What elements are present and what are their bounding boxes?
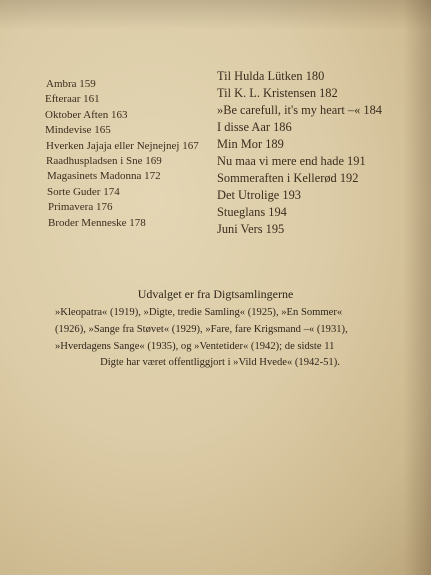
selection-paragraph [55,305,385,372]
toc-entry: Ambra 159 [46,78,96,90]
toc-entry: Stueglans 194 [217,205,287,219]
toc-entry: Primavera 176 [48,201,113,214]
page-shadow-top [0,0,431,30]
toc-entry: Juni Vers 195 [217,222,285,236]
toc-entry: Mindevise 165 [45,124,111,137]
toc-entry: Sorte Guder 174 [47,185,120,198]
toc-entry: Magasinets Madonna 172 [47,170,161,183]
selection-line: »Hverdagens Sange« (1935), og »Ventetider« (1942); de sidste 11 [55,340,335,352]
selection-line: (1926), »Sange fra Støvet« (1929), »Fare, fare Krigsmand –« (1931), [55,323,348,335]
toc-right-column [217,68,417,238]
toc-entry: Til Hulda Lütken 180 [217,69,325,83]
selection-heading: Udvalget er fra Digtsamlingerne [137,287,294,301]
toc-entry: Min Mor 189 [217,137,284,151]
toc-entry: Broder Menneske 178 [48,216,146,229]
toc-entry: Sommeraften i Kellerød 192 [217,171,359,185]
selection-line: »Kleopatra« (1919), »Digte, tredie Samling« (1925), »En Sommer« [55,307,343,318]
selection-line: Digte har været offentliggjort i »Vild Hvede« (1942-51). [100,357,340,369]
toc-entry: Hverken Jajaja eller Nejnejnej 167 [46,139,199,152]
toc-entry: Oktober Aften 163 [45,108,128,121]
toc-entry: Til K. L. Kristensen 182 [217,86,338,100]
toc-left-column [45,77,215,231]
toc-entry: Raadhuspladsen i Sne 169 [46,155,162,168]
toc-entry: Det Utrolige 193 [217,188,301,202]
toc-entry: I disse Aar 186 [217,120,292,134]
toc-entry: Efteraar 161 [45,93,100,106]
toc-entry: Nu maa vi mere end hade 191 [217,154,366,168]
toc-entry: »Be carefull, it's my heart –« 184 [217,103,382,117]
